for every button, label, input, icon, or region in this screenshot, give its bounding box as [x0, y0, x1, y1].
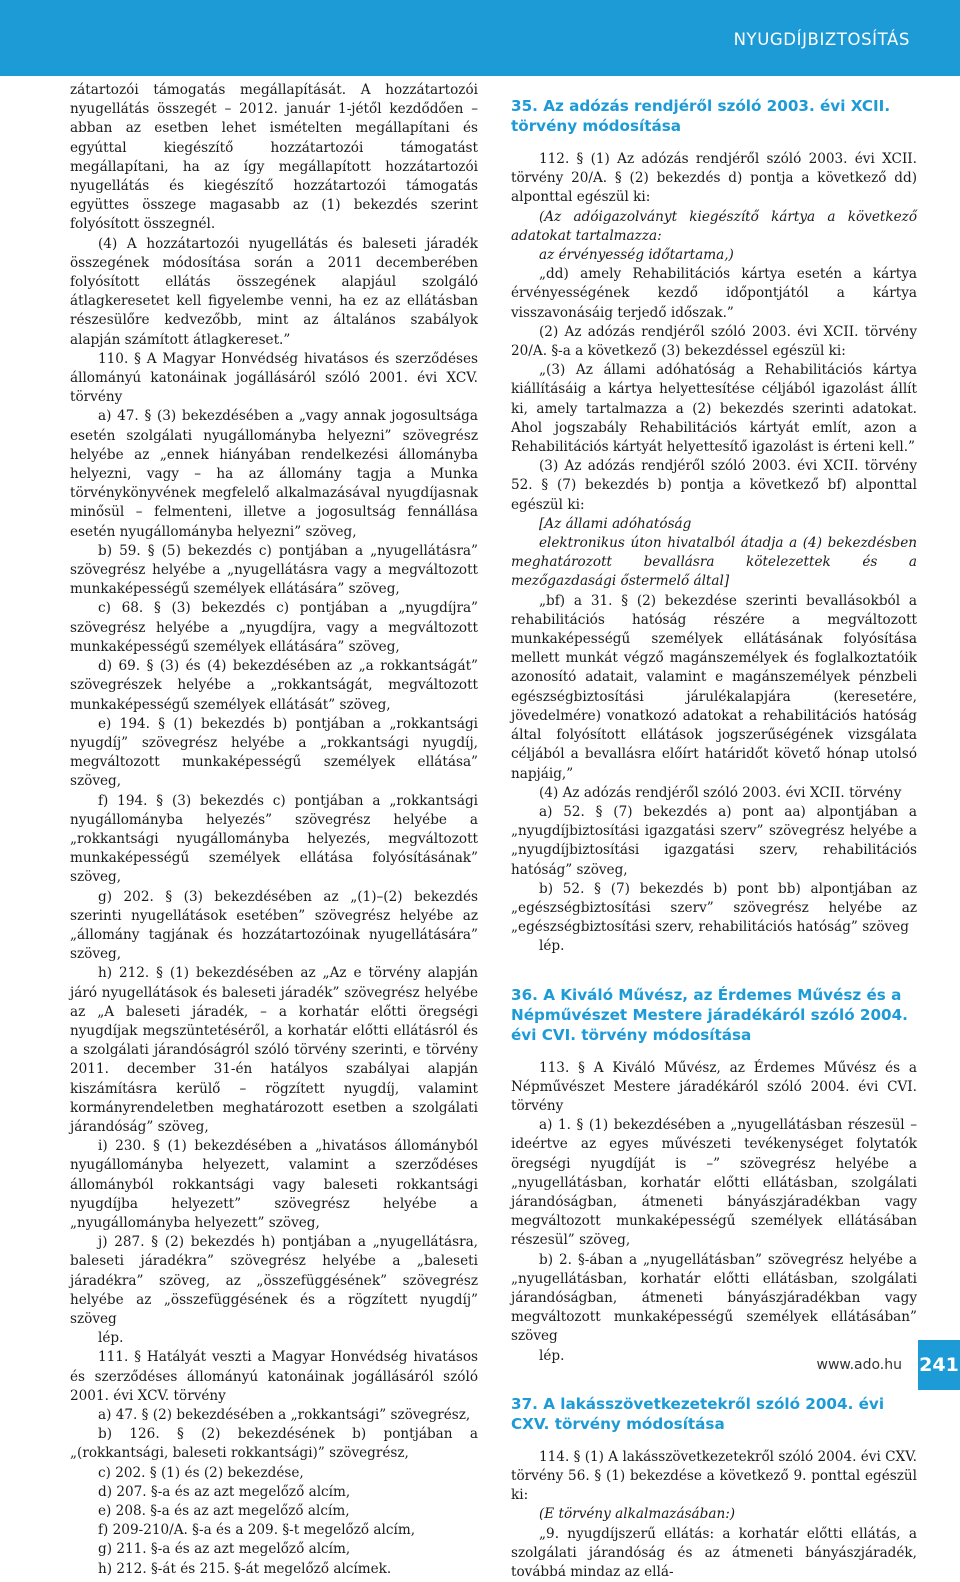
- list-item: g) 211. §-a és az azt megelőző alcím,: [98, 1541, 351, 1558]
- header-bar: [0, 0, 960, 76]
- paragraph: lép.: [98, 1330, 124, 1347]
- paragraph: (E törvény alkalmazásában:): [539, 1506, 736, 1523]
- list-item: a) 47. § (3) bekezdésében a „vagy annak jogosultsága esetén szolgálati nyugállományba helyezni” szövegrész helyébe az „ennek hiányában rendelkezési állományba helyezni, vagy – ha az állomány tagja a Munka törvénykönyvének megfelelő alkalmazásával nyugdíjasnak minősül – felmenteni, illetve a jogosultság fennállása esetén nyugállományba helyezni” szöveg,: [70, 408, 478, 540]
- list-item: b) 52. § (7) bekezdés b) pont bb) alpontjában az „egészségbiztosítási szerv” szövegrész helyébe az „egészségbiztosítási szerv, rehabilitációs hatóság” szöveg: [511, 880, 917, 936]
- heading-35: 35. Az adózás rendjéről szóló 2003. évi XCII. törvény módosítása: [511, 97, 891, 135]
- heading-36: 36. A Kiváló Művész, az Érdemes Művész és a Népművészet Mestere járadékáról szóló 2004. évi CVI. törvény módosítása: [511, 985, 908, 1044]
- section-113: 113. § A Kiváló Művész, az Érdemes Művész és a Népművészet Mestere járadékáról szóló 2004. évi CVI. törvény: [511, 1059, 917, 1114]
- paragraph: zátartozói támogatás megállapítását. A hozzátartozói nyugellátás összegét – 2012. január 1-jétől kezdődően – abban az esetben lehet ismételten megállapítani és egyúttal kiegészítő hozzátartozói támogatást megállapítani, ha az így megállapított hozzátartozói nyugellátás és kiegészítő hozzátartozói támogatás együttes összege magasabb az (1) bekezdés szerint folyósított összegnél.: [70, 82, 478, 233]
- list-item: e) 208. §-a és az azt megelőző alcím,: [98, 1503, 350, 1520]
- list-item: c) 202. § (1) és (2) bekezdése,: [98, 1464, 304, 1481]
- list-item: g) 202. § (3) bekezdésében az „(1)–(2) bekezdés szerinti nyugellátások esetében” szövegrész helyébe az „állomány tagjának és hozzátartozóinak nyugellátására” szöveg,: [70, 888, 478, 963]
- paragraph: (2) Az adózás rendjéről szóló 2003. évi XCII. törvény 20/A. §-a a következő (3) bekezdéssel egészül ki:: [511, 323, 917, 360]
- list-item: i) 230. § (1) bekezdésében a „hivatásos állományból nyugállományba helyezett, valamint a szerződéses állományból rokkantsági vagy baleseti rokkantsági nyugdíjba helyezett” szövegrész helyébe a „nyugállományba helyezett” szöveg,: [70, 1138, 478, 1231]
- section-112: 112. § (1) Az adózás rendjéről szóló 2003. évi XCII. törvény 20/A. § (2) bekezdés d) pontja a következő dd) alponttal egészül ki:: [511, 151, 917, 206]
- list-item: b) 2. §-ában a „nyugellátásban” szövegrész helyébe a „nyugellátásban, korhatár előtti ellátásban, szolgálati járandóságban, átmeneti bányászjáradékban vagy megváltozott munkaképességű személyek ellátásában” szöveg: [511, 1251, 917, 1345]
- paragraph: lép.: [539, 1347, 565, 1364]
- list-item: c) 68. § (3) bekezdés c) pontjában a „nyugdíjra” szövegrész helyébe a „nyugdíjra, vagy a megváltozott munkaképességű személyek ellátására” szöveg,: [70, 600, 478, 655]
- list-item: d) 69. § (3) és (4) bekezdésében az „a rokkantságát” szövegrészek helyébe a „rokkantságát, megváltozott munkaképességű személyek ellátását” szöveg,: [70, 658, 478, 713]
- section-111: 111. § Hatályát veszti a Magyar Honvédség hivatásos és szerződéses állományú katonáinak jogállásáról szóló 2001. évi XCV. törvény: [70, 1349, 478, 1404]
- paragraph: „bf) a 31. § (2) bekezdése szerinti bevallásokból a rehabilitációs hatóság részére a megváltozott munkaképességű személyek ellátásának folyósítása mellett munkát végző magánszemélyek és foglalkoztatóik azonosító adatait, valamint e magánszemélyek pénzbeli egészségbiztosítási járulékalapjára (keresetére, jövedelmére) vonatkozó adatokat a rehabilitációs hatóság által folyósított ellátások jogszerűségének vizsgálata céljából a bevallásra előírt határidőt követő hónap utolsó napjáig,”: [511, 592, 917, 782]
- page-number: 241: [918, 1340, 960, 1390]
- section-110: 110. § A Magyar Honvédség hivatásos és szerződéses állományú katonáinak jogállásáról szóló 2001. évi XCV. törvény: [70, 350, 478, 406]
- paragraph: [Az állami adóhatóság: [539, 515, 692, 532]
- paragraph: az érvényesség időtartama,): [539, 247, 734, 264]
- footer-url[interactable]: www.ado.hu: [816, 1357, 902, 1373]
- section-title: NYUGDÍJBIZTOSÍTÁS: [733, 30, 910, 49]
- list-item: j) 287. § (2) bekezdés h) pontjában a „nyugellátásra, baleseti járadékra” szövegrész helyébe a „baleseti járadékra” szöveg, az „összefüggésének” szövegrész helyébe az „összefüggésének és a rögzített nyugdíj” szöveg: [70, 1234, 478, 1327]
- paragraph: (3) Az adózás rendjéről szóló 2003. évi XCII. törvény 52. § (7) bekezdés b) pontja a következő bf) alponttal egészül ki:: [511, 458, 917, 513]
- heading-37: 37. A lakásszövetkezetekről szóló 2004. évi CXV. törvény módosítása: [511, 1394, 885, 1433]
- list-item: d) 207. §-a és az azt megelőző alcím,: [98, 1483, 351, 1500]
- list-item: b) 126. § (2) bekezdésének b) pontjában a „(rokkantsági, baleseti rokkantsági)” szövegrész,: [70, 1426, 478, 1462]
- list-item: a) 47. § (2) bekezdésében a „rokkantsági” szövegrész,: [98, 1407, 471, 1424]
- list-item: a) 1. § (1) bekezdésében a „nyugellátásban részesül – ideértve az egyes művészeti tevékenységet folytatók öregségi nyugdíját is –” szövegrész helyébe a „nyugellátásban, korhatár előtti ellátásban, szolgálati járandóságban, átmeneti bányászjáradékban vagy megváltozott munkaképességű személyek ellátásában részesül” szöveg,: [511, 1117, 917, 1249]
- paragraph: (4) Az adózás rendjéről szóló 2003. évi XCII. törvény: [539, 784, 902, 801]
- section-114: 114. § (1) A lakásszövetkezetekről szóló 2004. évi CXV. törvény 56. § (1) bekezdése a következő 9. ponttal egészül ki:: [511, 1448, 917, 1504]
- left-column: [70, 81, 478, 1579]
- paragraph: (Az adóigazolványt kiegészítő kártya a következő adatokat tartalmazza:: [511, 208, 917, 244]
- paragraph: „9. nyugdíjszerű ellátás: a korhatár előtti ellátás, a szolgálati járandóság és az átmeneti bányászjáradék, továbbá mindaz az ellá-: [511, 1525, 917, 1580]
- list-item: b) 59. § (5) bekezdés c) pontjában a „nyugellátásra” szövegrész helyébe a „nyugellátásra vagy a megváltozott munkaképességű személyek ellátására” szöveg,: [70, 542, 478, 598]
- list-item: f) 209-210/A. §-a és a 209. §-t megelőző alcím,: [98, 1522, 416, 1539]
- list-item: f) 194. § (3) bekezdés c) pontjában a „rokkantsági nyugállományba helyezés” szövegrész helyébe a „rokkantsági nyugállományba helyezés, megváltozott munkaképességű személyek ellátása folyósításának” szöveg,: [70, 792, 478, 886]
- paragraph: „(3) Az állami adóhatóság a Rehabilitációs kártya kiállításáig a kártya helyettesítése céljából igazolást állít ki, amely tartalmazza a (2) bekezdés szerinti adatokat. Ahol jogszabály Rehabilitációs kártyát említ, azon a Rehabilitációs kártyát helyettesítő igazolást is érteni kell.”: [511, 362, 917, 456]
- list-item: h) 212. § (1) bekezdésében az „Az e törvény alapján járó nyugellátások és baleseti járadék” szövegrész helyébe az „A baleseti járadék, – a korhatár előtti öregségi nyugdíjak megszüntetéséről, a korhatár előtti ellátásról és a szolgálati járandóságról szóló törvény szerinti, e törvény 2011. december 31-én hatályos szabályai alapján kiszámításra kerülő – rögzített nyugdíj, valamint kormányrendeletben meghatározott esetben a szolgálati járandóság” szöveg,: [70, 965, 478, 1135]
- paragraph: (4) A hozzátartozói nyugellátás és baleseti járadék összegének módosítása során a 2011 decemberében folyósított ellátás összegének alapjául szolgáló átlagkeresetet kell figyelembe venni, ha ez az ellátásban részesülőre kedvezőbb, mint az általános szabályok alapján számított átlagkereset.”: [70, 235, 478, 348]
- list-item: h) 212. §-át és 215. §-át megelőző alcímek.: [98, 1560, 392, 1577]
- list-item: e) 194. § (1) bekezdés b) pontjában a „rokkantsági nyugdíj” szövegrész helyébe a „rokkantsági nyugdíj, megváltozott munkaképességű személyek ellátása” szöveg,: [70, 715, 478, 790]
- paragraph: elektronikus úton hivatalból átadja a (4) bekezdésben meghatározott bevallásra kötelezettek és a mezőgazdasági őstermelő által]: [511, 535, 917, 590]
- list-item: a) 52. § (7) bekezdés a) pont aa) alpontjában a „nyugdíjbiztosítási igazgatási szerv” szövegrész helyébe a „nyugdíjbiztosítási igazgatási szerv, rehabilitációs hatóság” szöveg,: [511, 803, 917, 878]
- paragraph: lép.: [539, 938, 565, 955]
- paragraph: „dd) amely Rehabilitációs kártya esetén a kártya érvényességének kezdő időpontjától a kártya visszavonásáig terjedő időszak.”: [511, 266, 917, 321]
